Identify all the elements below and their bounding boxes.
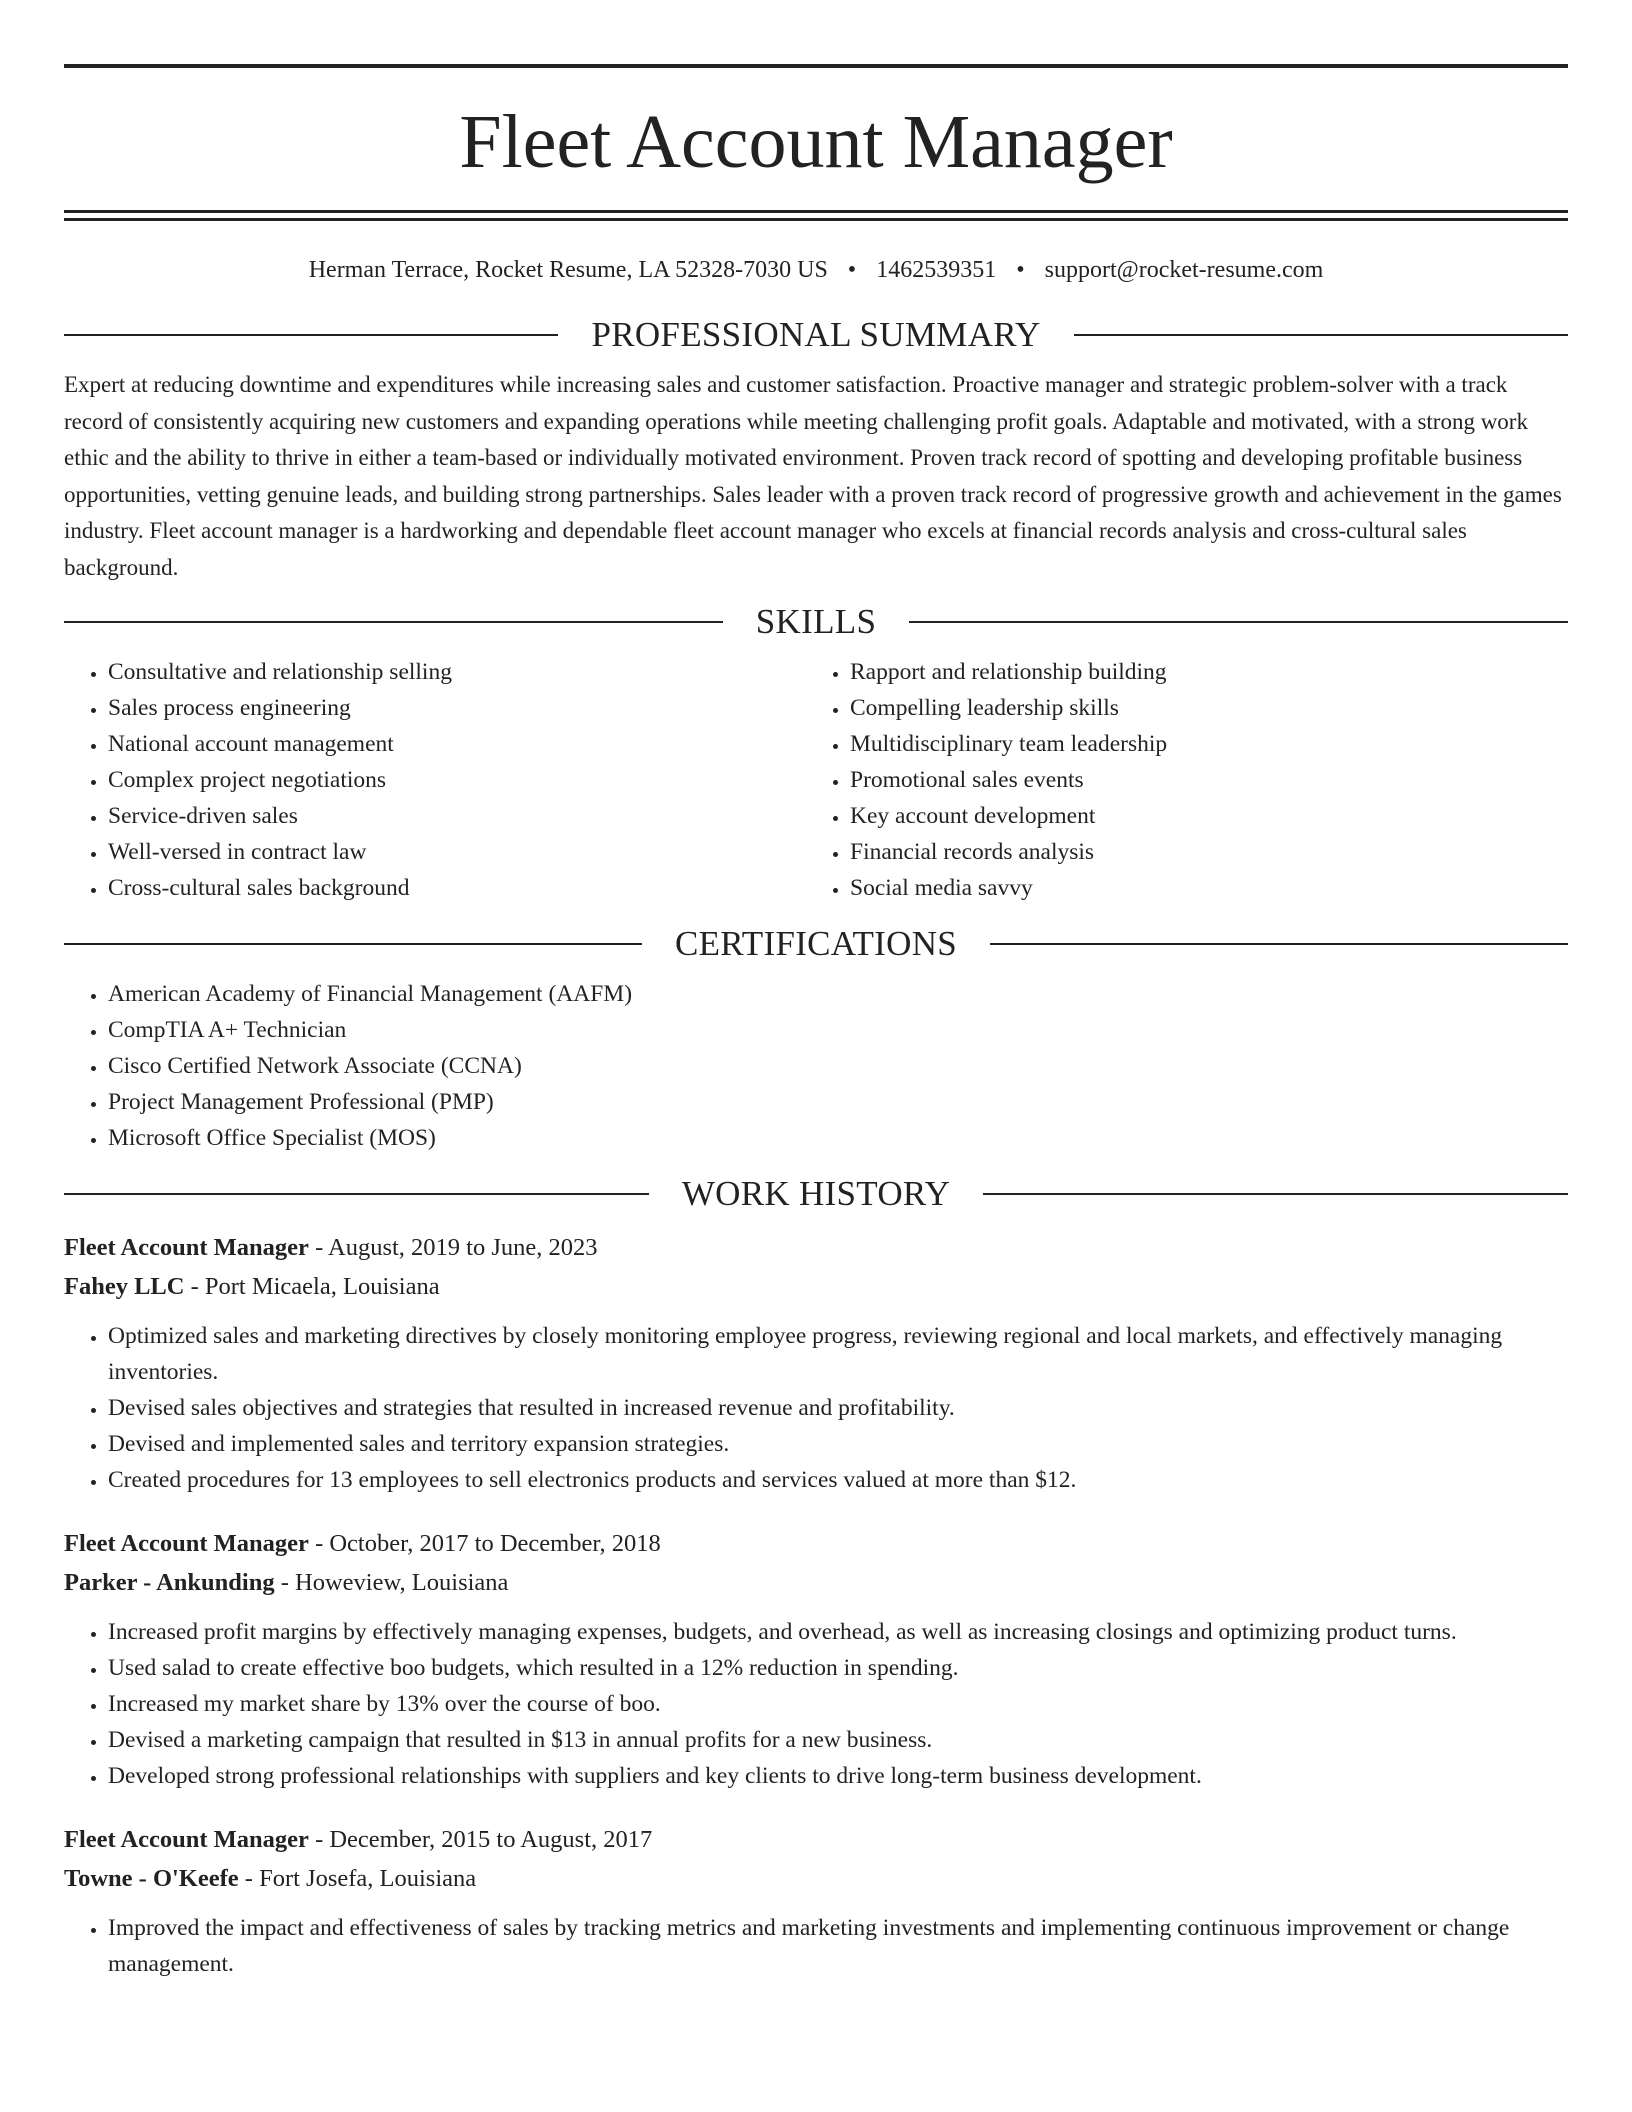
job-bullet: • Devised and implemented sales and territory expansion strategies. <box>108 1426 1568 1462</box>
certifications-list <box>64 976 1568 1156</box>
job-bullet: • Devised sales objectives and strategies that resulted in increased revenue and profitability. <box>108 1390 1568 1426</box>
job-bullet: • Created procedures for 13 employees to sell electronics products and services valued at more than $12. <box>108 1462 1568 1498</box>
job-title-line <box>64 1820 1568 1860</box>
section-rule-right <box>983 1193 1568 1195</box>
skill-item: • Multidisciplinary team leadership <box>850 726 1548 762</box>
job-company-line <box>64 1860 1568 1898</box>
skill-item: • Sales process engineering <box>108 690 806 726</box>
skill-item: • Service-driven sales <box>108 798 806 834</box>
skills-list <box>64 654 1568 906</box>
skill-item: • Compelling leadership skills <box>850 690 1548 726</box>
job-bullets <box>64 1910 1568 1982</box>
skills-column-left <box>64 654 806 906</box>
title-double-rule <box>64 210 1568 221</box>
job-bullets <box>64 1318 1568 1498</box>
job-company: Parker - Ankunding <box>64 1569 275 1596</box>
resume-page <box>64 64 1568 1982</box>
summary-text: Expert at reducing downtime and expenditures while increasing sales and customer satisfaction. Proactive manager and strategic problem-solver with a track record of consistently acquiring new customers and expanding operations while meeting challenging profit goals. Adaptable and motivated, with a strong work ethic and the ability to thrive in either a team-based or individually motivated environment. Proven track record of spotting and developing profitable business opportunities, vetting genuine leads, and building strong partnerships. Sales leader with a proven track record of progressive growth and achievement in the games industry. Fleet account manager is a hardworking and dependable fleet account manager who excels at financial records analysis and cross-cultural sales background. <box>64 372 1562 580</box>
section-header-summary <box>64 315 1568 355</box>
contact-email[interactable]: support@rocket-resume.com <box>1044 257 1324 283</box>
skill-item: • National account management <box>108 726 806 762</box>
section-title-summary: PROFESSIONAL SUMMARY <box>591 315 1041 354</box>
job-location: - Fort Josefa, Louisiana <box>238 1865 477 1892</box>
skill-item: • Promotional sales events <box>850 762 1548 798</box>
job-entry <box>64 1820 1568 1982</box>
skill-item: • Rapport and relationship building <box>850 654 1548 690</box>
contact-separator: • <box>847 257 857 283</box>
job-entry <box>64 1228 1568 1498</box>
section-rule-left <box>64 334 558 336</box>
job-bullet: • Optimized sales and marketing directives by closely monitoring employee progress, reviewing regional and local markets, and effectively managing inventories. <box>108 1318 1568 1390</box>
contact-separator: • <box>1016 257 1025 283</box>
skills-column-right <box>806 654 1548 906</box>
certification-item: • American Academy of Financial Management (AAFM) <box>108 976 1568 1012</box>
job-entry <box>64 1524 1568 1794</box>
resume-title: Fleet Account Manager <box>459 100 1173 184</box>
job-bullet: • Improved the impact and effectiveness of sales by tracking metrics and marketing investments and implementing continuous improvement or change management. <box>108 1910 1568 1982</box>
section-rule-right <box>909 621 1568 623</box>
section-rule-right <box>1074 334 1568 336</box>
skill-item: • Financial records analysis <box>850 834 1548 870</box>
section-title-skills: SKILLS <box>755 602 877 641</box>
job-company-line <box>64 1564 1568 1602</box>
job-company-line <box>64 1268 1568 1306</box>
section-header-work-history <box>64 1174 1568 1214</box>
section-title-work-history: WORK HISTORY <box>681 1174 951 1213</box>
job-dates: - October, 2017 to December, 2018 <box>308 1530 661 1557</box>
job-company: Towne - O'Keefe <box>64 1865 239 1892</box>
job-title: Fleet Account Manager <box>64 1530 309 1557</box>
job-title-line <box>64 1524 1568 1564</box>
contact-line <box>64 255 1568 285</box>
skill-item: • Social media savvy <box>850 870 1548 906</box>
skill-item: • Well-versed in contract law <box>108 834 806 870</box>
job-bullets <box>64 1614 1568 1794</box>
skill-item: • Complex project negotiations <box>108 762 806 798</box>
job-bullet: • Devised a marketing campaign that resulted in $13 in annual profits for a new business. <box>108 1722 1568 1758</box>
certification-item: • CompTIA A+ Technician <box>108 1012 1568 1048</box>
job-company: Fahey LLC <box>64 1273 185 1300</box>
job-bullet: • Increased profit margins by effectively managing expenses, budgets, and overhead, as well as increasing closings and optimizing product turns. <box>108 1614 1568 1650</box>
job-bullet: • Used salad to create effective boo budgets, which resulted in a 12% reduction in spending. <box>108 1650 1568 1686</box>
contact-phone[interactable]: 1462539351 <box>876 257 997 283</box>
job-title: Fleet Account Manager <box>64 1826 309 1853</box>
section-rule-right <box>990 943 1568 945</box>
job-location: - Port Micaela, Louisiana <box>184 1273 440 1300</box>
top-rule <box>64 64 1568 68</box>
certification-item: • Project Management Professional (PMP) <box>108 1084 1568 1120</box>
job-dates: - August, 2019 to June, 2023 <box>308 1234 598 1261</box>
job-title-line <box>64 1228 1568 1268</box>
skill-item: • Consultative and relationship selling <box>108 654 806 690</box>
job-location: - Howeview, Louisiana <box>274 1569 509 1596</box>
section-title-certifications: CERTIFICATIONS <box>674 924 958 963</box>
section-rule-left <box>64 1193 649 1195</box>
section-header-skills <box>64 602 1568 642</box>
job-bullet: • Developed strong professional relationships with suppliers and key clients to drive long-term business development. <box>108 1758 1568 1794</box>
job-title: Fleet Account Manager <box>64 1234 309 1261</box>
contact-address: Herman Terrace, Rocket Resume, LA 52328-7030 US <box>308 257 828 283</box>
job-bullet: • Increased my market share by 13% over the course of boo. <box>108 1686 1568 1722</box>
section-rule-left <box>64 621 723 623</box>
skill-item: • Cross-cultural sales background <box>108 870 806 906</box>
section-rule-left <box>64 943 642 945</box>
job-dates: - December, 2015 to August, 2017 <box>308 1826 653 1853</box>
certification-item: • Microsoft Office Specialist (MOS) <box>108 1120 1568 1156</box>
section-header-certifications <box>64 924 1568 964</box>
certification-item: • Cisco Certified Network Associate (CCNA) <box>108 1048 1568 1084</box>
skill-item: • Key account development <box>850 798 1548 834</box>
